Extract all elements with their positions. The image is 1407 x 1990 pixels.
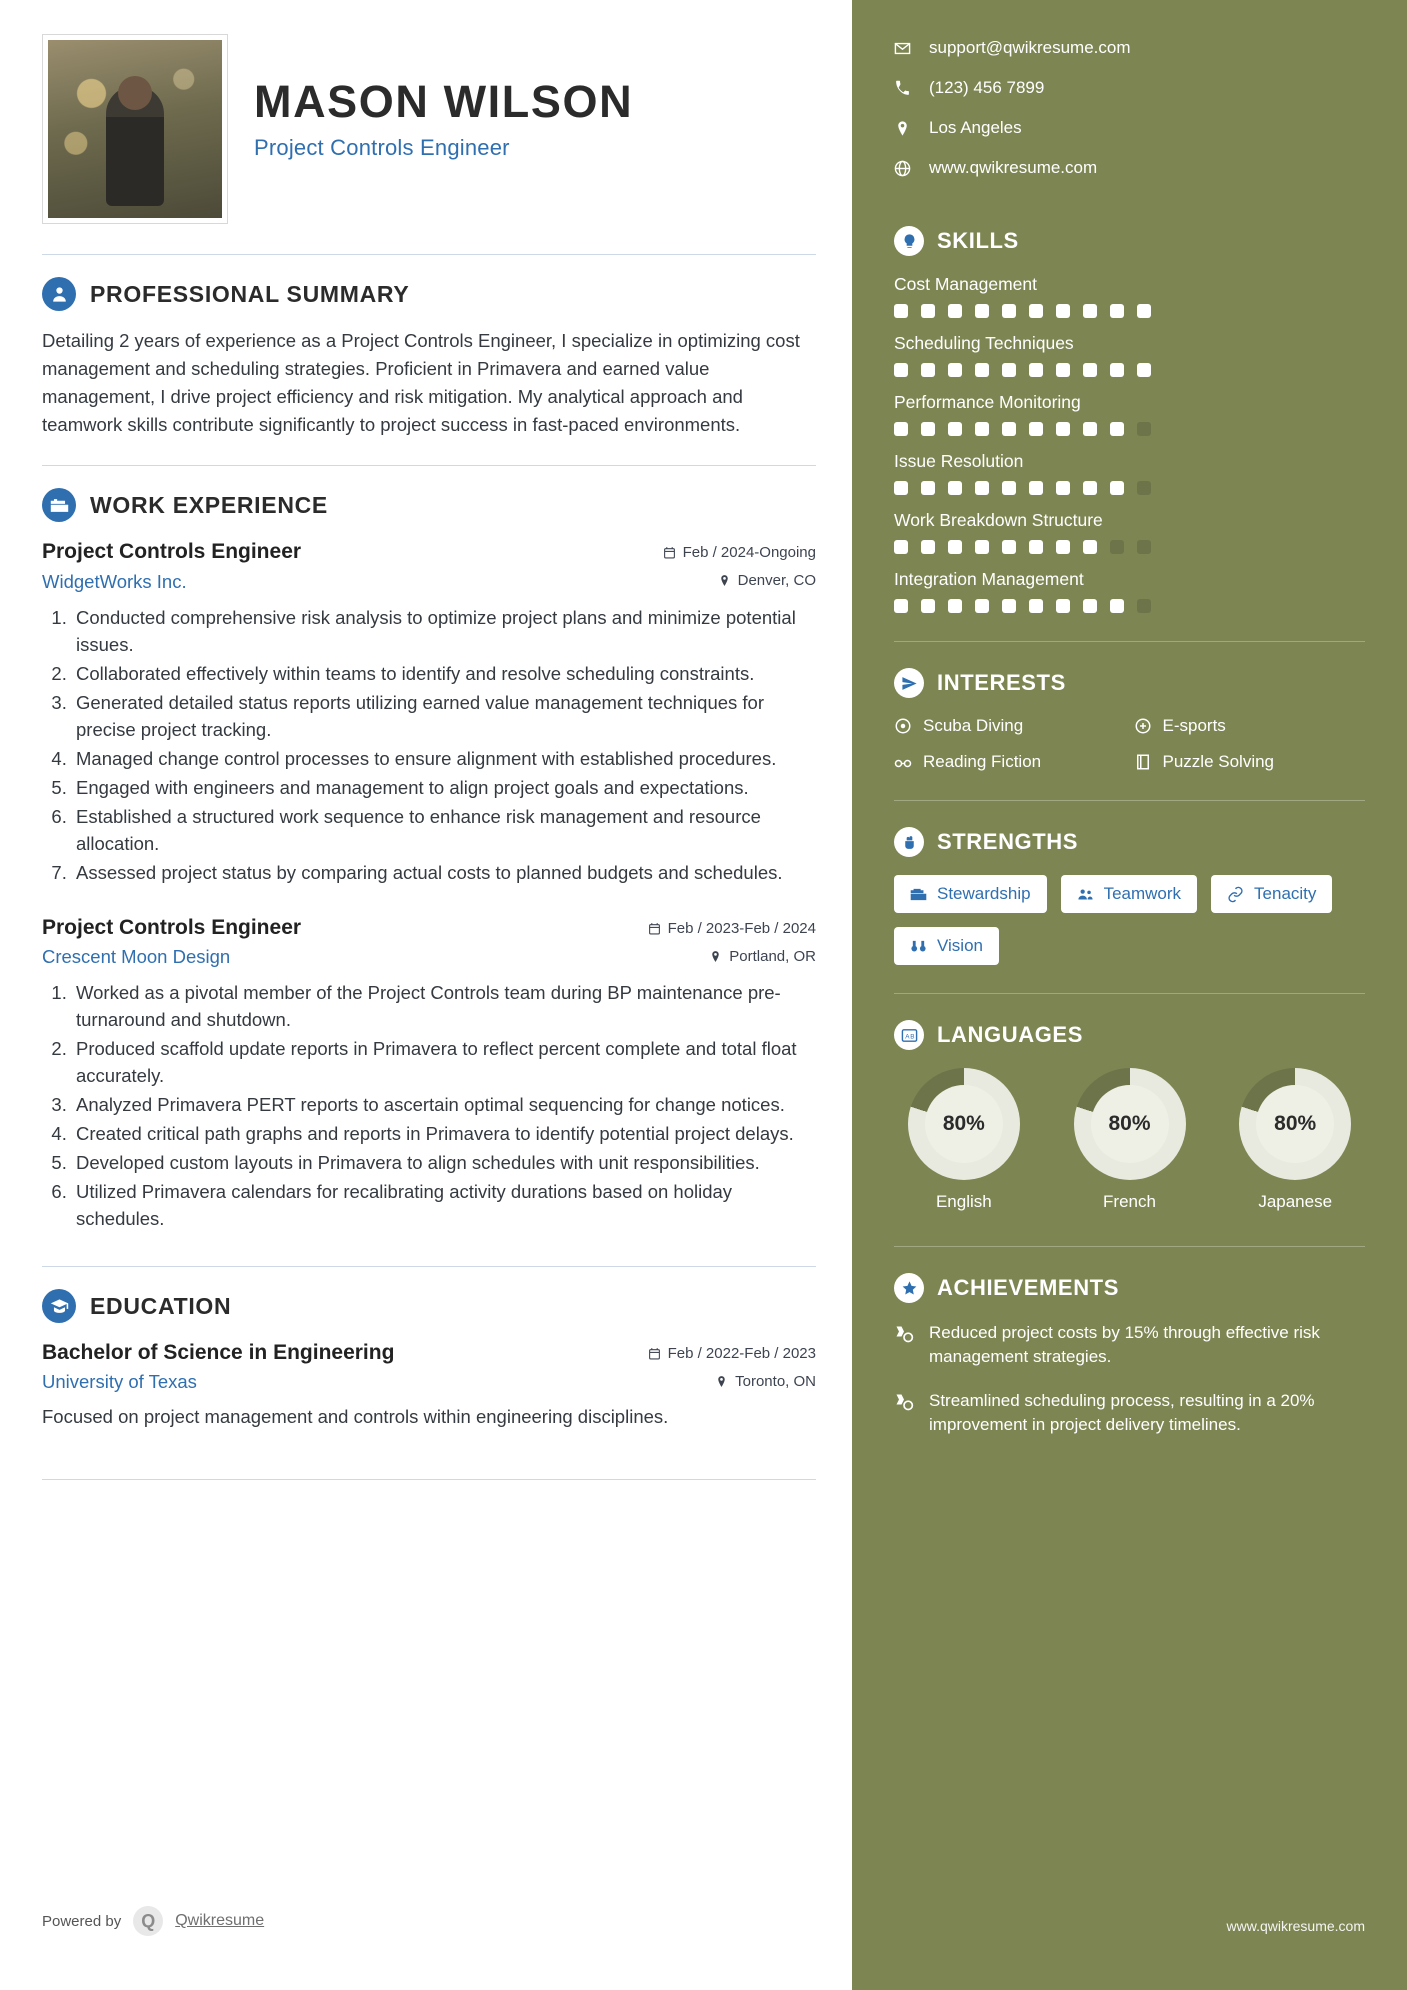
section-heading: [42, 1289, 816, 1323]
language-progress-ring: [1074, 1068, 1186, 1180]
globe-icon: [894, 160, 911, 177]
skill-rating: [894, 599, 1365, 613]
contact-location-value: Los Angeles: [929, 118, 1022, 137]
language-item: [894, 1068, 1034, 1212]
skill-label: Scheduling Techniques: [894, 333, 1074, 353]
interest-label: Reading Fiction: [923, 752, 1042, 771]
interest-item: [894, 716, 1126, 736]
interest-label: Puzzle Solving: [1162, 752, 1275, 771]
skill-rating: [894, 304, 1365, 318]
contact-phone[interactable]: [894, 78, 1365, 98]
job-dates-row: [663, 544, 816, 561]
language-percent: 80%: [1091, 1085, 1169, 1163]
avatar: [42, 34, 228, 224]
section-title: SKILLS: [937, 228, 1019, 253]
strength-label: Teamwork: [1103, 884, 1182, 903]
section-title: LANGUAGES: [937, 1022, 1083, 1047]
achievement-text: Streamlined scheduling process, resulting in a 20% improvement in project delivery timelines.: [929, 1391, 1315, 1435]
language-item: [1060, 1068, 1200, 1212]
contact-location: [894, 118, 1365, 138]
skill-item: [894, 274, 1365, 318]
list-item: 7. Assessed project status by comparing actual costs to planned budgets and schedules.: [72, 859, 816, 886]
section-title: WORK EXPERIENCE: [90, 491, 328, 518]
calendar-icon: [648, 1347, 661, 1360]
job-bullets: [42, 979, 816, 1232]
skill-label: Cost Management: [894, 274, 1037, 294]
job-dates: Feb / 2024-Ongoing: [682, 544, 816, 562]
svg-text:A: A: [904, 1032, 909, 1040]
contact-email-value: support@qwikresume.com: [929, 38, 1131, 57]
education-location-row: [648, 1373, 816, 1390]
section-education: [42, 1289, 816, 1431]
achievement-item: [894, 1321, 1365, 1369]
section-title: PROFESSIONAL SUMMARY: [90, 280, 410, 307]
puzzle-icon: [1134, 753, 1152, 771]
calendar-icon: [648, 922, 661, 935]
degree-title: Bachelor of Science in Engineering: [42, 1341, 395, 1365]
contact-email[interactable]: [894, 38, 1365, 58]
section-heading: [42, 277, 816, 311]
divider: [894, 800, 1365, 801]
languages-list: [894, 1068, 1365, 1212]
sidebar-footer-site: www.qwikresume.com: [1226, 1918, 1365, 1934]
skill-rating: [894, 481, 1365, 495]
language-progress-ring: [1239, 1068, 1351, 1180]
skill-rating: [894, 422, 1365, 436]
bulb-icon: [894, 226, 924, 256]
experience-item: [42, 914, 816, 1232]
interest-label: Scuba Diving: [923, 716, 1024, 735]
scuba-icon: [894, 717, 912, 735]
strength-chip: [894, 875, 1047, 913]
divider: [894, 1246, 1365, 1247]
briefcase-icon: [910, 886, 927, 903]
section-work-experience: [42, 488, 816, 1232]
medal-icon: [894, 1392, 914, 1412]
skill-item: [894, 451, 1365, 495]
language-label: French: [1103, 1192, 1156, 1211]
qwikresume-logo-icon: Q: [133, 1906, 163, 1936]
divider: [42, 254, 816, 255]
strengths-list: [894, 875, 1365, 965]
footer-brand-link[interactable]: Qwikresume: [175, 1912, 265, 1929]
people-icon: [1077, 886, 1094, 903]
right-sidebar: [852, 0, 1407, 1990]
section-title: EDUCATION: [90, 1292, 232, 1319]
briefcase-icon: [42, 488, 76, 522]
list-item: 2. Collaborated effectively within teams to identify and resolve scheduling constraints.: [72, 660, 816, 687]
section-heading: [894, 1020, 1365, 1050]
strength-chip: [1061, 875, 1197, 913]
pin-icon: [718, 574, 731, 587]
list-item: 6. Established a structured work sequence to enhance risk management and resource allocation.: [72, 803, 816, 857]
strength-label: Stewardship: [937, 884, 1031, 903]
language-percent: 80%: [1256, 1085, 1334, 1163]
link-icon: [1227, 886, 1244, 903]
strength-chip: [894, 927, 999, 965]
list-item: 3. Analyzed Primavera PERT reports to ascertain optimal sequencing for change notices.: [72, 1091, 816, 1118]
section-skills: [894, 226, 1365, 613]
binoculars-icon: [910, 938, 927, 955]
esports-icon: [1134, 717, 1152, 735]
section-strengths: [894, 827, 1365, 965]
star-badge-icon: [894, 1273, 924, 1303]
skill-label: Work Breakdown Structure: [894, 510, 1103, 530]
job-location-row: [663, 572, 816, 589]
job-role: Project Controls Engineer: [42, 540, 302, 564]
skill-item: [894, 392, 1365, 436]
skill-item: [894, 510, 1365, 554]
contact-list: [894, 38, 1365, 178]
section-heading: [894, 668, 1365, 698]
phone-icon: [894, 80, 911, 97]
contact-website[interactable]: [894, 158, 1365, 178]
skill-rating: [894, 540, 1365, 554]
job-location-row: [648, 948, 816, 965]
skill-label: Issue Resolution: [894, 451, 1024, 471]
list-item: 5. Developed custom layouts in Primavera to align schedules with unit responsibilities.: [72, 1149, 816, 1176]
contact-phone-value: (123) 456 7899: [929, 78, 1045, 97]
achievement-text: Reduced project costs by 15% through effective risk management strategies.: [929, 1323, 1320, 1367]
education-location: Toronto, ON: [735, 1373, 816, 1391]
user-icon: [42, 277, 76, 311]
interests-list: [894, 716, 1365, 772]
list-item: 4. Created critical path graphs and reports in Primavera to identify potential project delays.: [72, 1120, 816, 1147]
section-title: STRENGTHS: [937, 829, 1079, 854]
divider: [42, 1479, 816, 1480]
job-role: Project Controls Engineer: [42, 915, 302, 939]
section-heading: [42, 488, 816, 522]
language-label: English: [935, 1192, 992, 1211]
svg-text:B: B: [909, 1032, 914, 1040]
skill-label: Performance Monitoring: [894, 392, 1081, 412]
experience-item: [42, 538, 816, 885]
interest-label: E-sports: [1162, 716, 1226, 735]
skill-rating: [894, 363, 1365, 377]
job-dates-row: [648, 920, 816, 937]
strength-label: Vision: [937, 936, 983, 955]
language-label: Japanese: [1258, 1192, 1333, 1211]
job-location: Denver, CO: [737, 572, 816, 590]
calendar-icon: [663, 546, 676, 559]
education-dates: Feb / 2022-Feb / 2023: [667, 1345, 816, 1363]
school-name: University of Texas: [42, 1371, 197, 1393]
send-icon: [894, 668, 924, 698]
list-item: 2. Produced scaffold update reports in Primavera to reflect percent complete and total float accurately.: [72, 1035, 816, 1089]
interest-item: [1134, 716, 1366, 736]
interest-item: [1134, 752, 1366, 772]
strength-label: Tenacity: [1254, 884, 1317, 903]
list-item: 1. Conducted comprehensive risk analysis to optimize project plans and minimize potential issues.: [72, 604, 816, 658]
divider: [894, 993, 1365, 994]
divider: [42, 1266, 816, 1267]
section-title: INTERESTS: [937, 670, 1066, 695]
achievement-item: [894, 1389, 1365, 1437]
skill-item: [894, 569, 1365, 613]
graduation-cap-icon: [42, 1289, 76, 1323]
job-company: Crescent Moon Design: [42, 946, 231, 968]
strength-chip: [1211, 875, 1332, 913]
language-percent: 80%: [925, 1085, 1003, 1163]
divider: [42, 465, 816, 466]
page-title: MASON WILSON: [254, 76, 634, 127]
footer-powered-by: Powered by: [42, 1912, 122, 1930]
contact-website-value: www.qwikresume.com: [929, 158, 1098, 177]
list-item: 4. Managed change control processes to ensure alignment with established procedures.: [72, 745, 816, 772]
education-description: Focused on project management and controls within engineering disciplines.: [42, 1406, 669, 1428]
list-item: 5. Engaged with engineers and management to align project goals and expectations.: [72, 774, 816, 801]
section-title: ACHIEVEMENTS: [937, 1275, 1119, 1300]
footer: [42, 1906, 264, 1936]
fist-icon: [894, 827, 924, 857]
location-icon: [894, 120, 911, 137]
skill-item: [894, 333, 1365, 377]
resume-header: [42, 34, 816, 224]
list-item: 6. Utilized Primavera calendars for recalibrating activity durations based on holiday schedules.: [72, 1178, 816, 1232]
section-heading: [894, 1273, 1365, 1303]
mail-icon: [894, 40, 911, 57]
job-company: WidgetWorks Inc.: [42, 570, 187, 592]
language-progress-ring: [908, 1068, 1020, 1180]
medal-icon: [894, 1324, 914, 1344]
summary-text: Detailing 2 years of experience as a Project Controls Engineer, I specialize in optimizing cost management and scheduling strategies. Proficient in Primavera and earned value management, I drive project efficiency and risk mitigation. My analytical approach and teamwork skills contribute significantly to project success in fast-paced environments.: [42, 330, 800, 436]
interest-item: [894, 752, 1126, 772]
glasses-icon: [894, 753, 912, 771]
skill-label: Integration Management: [894, 569, 1084, 589]
header-job-title: Project Controls Engineer: [254, 135, 510, 161]
section-interests: [894, 668, 1365, 772]
name-block: [254, 34, 633, 161]
pin-icon: [715, 1375, 728, 1388]
section-heading: [894, 226, 1365, 256]
translate-icon: [894, 1020, 924, 1050]
language-item: [1225, 1068, 1365, 1212]
list-item: 3. Generated detailed status reports utilizing earned value management techniques for precise project tracking.: [72, 689, 816, 743]
education-dates-row: [648, 1345, 816, 1362]
section-achievements: [894, 1273, 1365, 1438]
pin-icon: [709, 950, 722, 963]
divider: [894, 641, 1365, 642]
section-heading: [894, 827, 1365, 857]
section-languages: [894, 1020, 1365, 1212]
job-location: Portland, OR: [729, 947, 816, 965]
section-professional-summary: [42, 277, 816, 439]
job-bullets: [42, 604, 816, 886]
list-item: 1. Worked as a pivotal member of the Project Controls team during BP maintenance pre-turnaround and shutdown.: [72, 979, 816, 1033]
job-dates: Feb / 2023-Feb / 2024: [667, 919, 816, 937]
